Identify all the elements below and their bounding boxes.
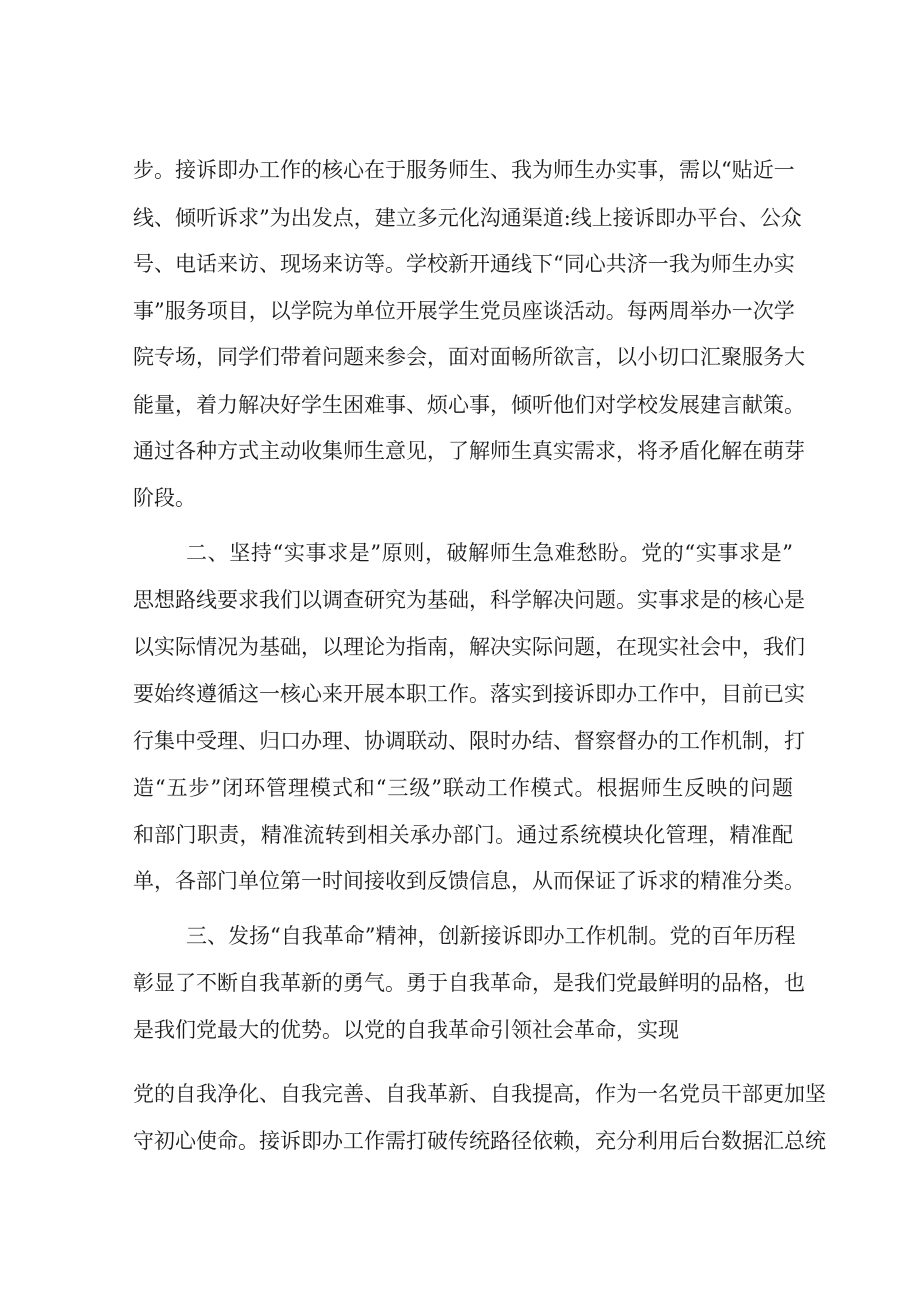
paragraph-line: 阶段。 — [133, 486, 196, 510]
paragraph-line: 事”服务项目，以学院为单位开展学生党员座谈活动。每两周举办一次学 — [133, 299, 795, 323]
paragraph-line: 线、倾听诉求”为出发点，建立多元化沟通渠道:线上接诉即办平台、公众 — [133, 206, 802, 230]
paragraph-line: 守初心使命。接诉即办工作需打破传统路径依赖，充分利用后台数据汇总统 — [133, 1129, 826, 1153]
paragraph-line: 通过各种方式主动收集师生意见，了解师生真实需求，将矛盾化解在萌芽 — [133, 439, 805, 463]
paragraph-line: 是我们党最大的优势。以党的自我革命引领社会革命，实现 — [133, 1018, 679, 1042]
section-heading-line: 二、坚持“实事求是”原则，破解师生急难愁盼。党的“实事求是” — [186, 541, 793, 565]
paragraph-line: 能量，着力解决好学生困难事、烦心事，倾听他们对学校发展建言献策。 — [133, 393, 805, 417]
paragraph-line: 要始终遵循这一核心来开展本职工作。落实到接诉即办工作中，目前已实 — [133, 682, 805, 706]
paragraph-line: 党的自我净化、自我完善、自我革新、自我提高，作为一名党员干部更加坚 — [133, 1082, 826, 1106]
section-heading-line: 三、发扬“自我革命”精神，创新接诉即办工作机制。党的百年历程 — [186, 924, 796, 948]
paragraph-line: 步。接诉即办工作的核心在于服务师生、我为师生办实事，需以“贴近一 — [133, 158, 795, 182]
paragraph-line: 以实际情况为基础，以理论为指南，解决实际问题，在现实社会中，我们 — [133, 635, 805, 659]
paragraph-line: 行集中受理、归口办理、协调联动、限时办结、督察督办的工作机制，打 — [133, 729, 805, 753]
paragraph-line: 造“五步”闭环管理模式和“三级”联动工作模式。根据师生反映的问题 — [133, 776, 793, 800]
paragraph-line: 号、电话来访、现场来访等。学校新开通线下“同心共济一我为师生办实 — [133, 252, 795, 276]
paragraph-line: 思想路线要求我们以调查研究为基础，科学解决问题。实事求是的核心是 — [133, 588, 805, 612]
paragraph-line: 单，各部门单位第一时间接收到反馈信息，从而保证了诉求的精准分类。 — [133, 869, 805, 893]
paragraph-line: 和部门职责，精准流转到相关承办部门。通过系统模块化管理，精准配 — [133, 823, 793, 847]
paragraph-line: 院专场，同学们带着问题来参会，面对面畅所欲言，以小切口汇聚服务大 — [133, 345, 805, 369]
paragraph-line: 彰显了不断自我革新的勇气。勇于自我革命，是我们党最鲜明的品格，也 — [133, 971, 805, 995]
